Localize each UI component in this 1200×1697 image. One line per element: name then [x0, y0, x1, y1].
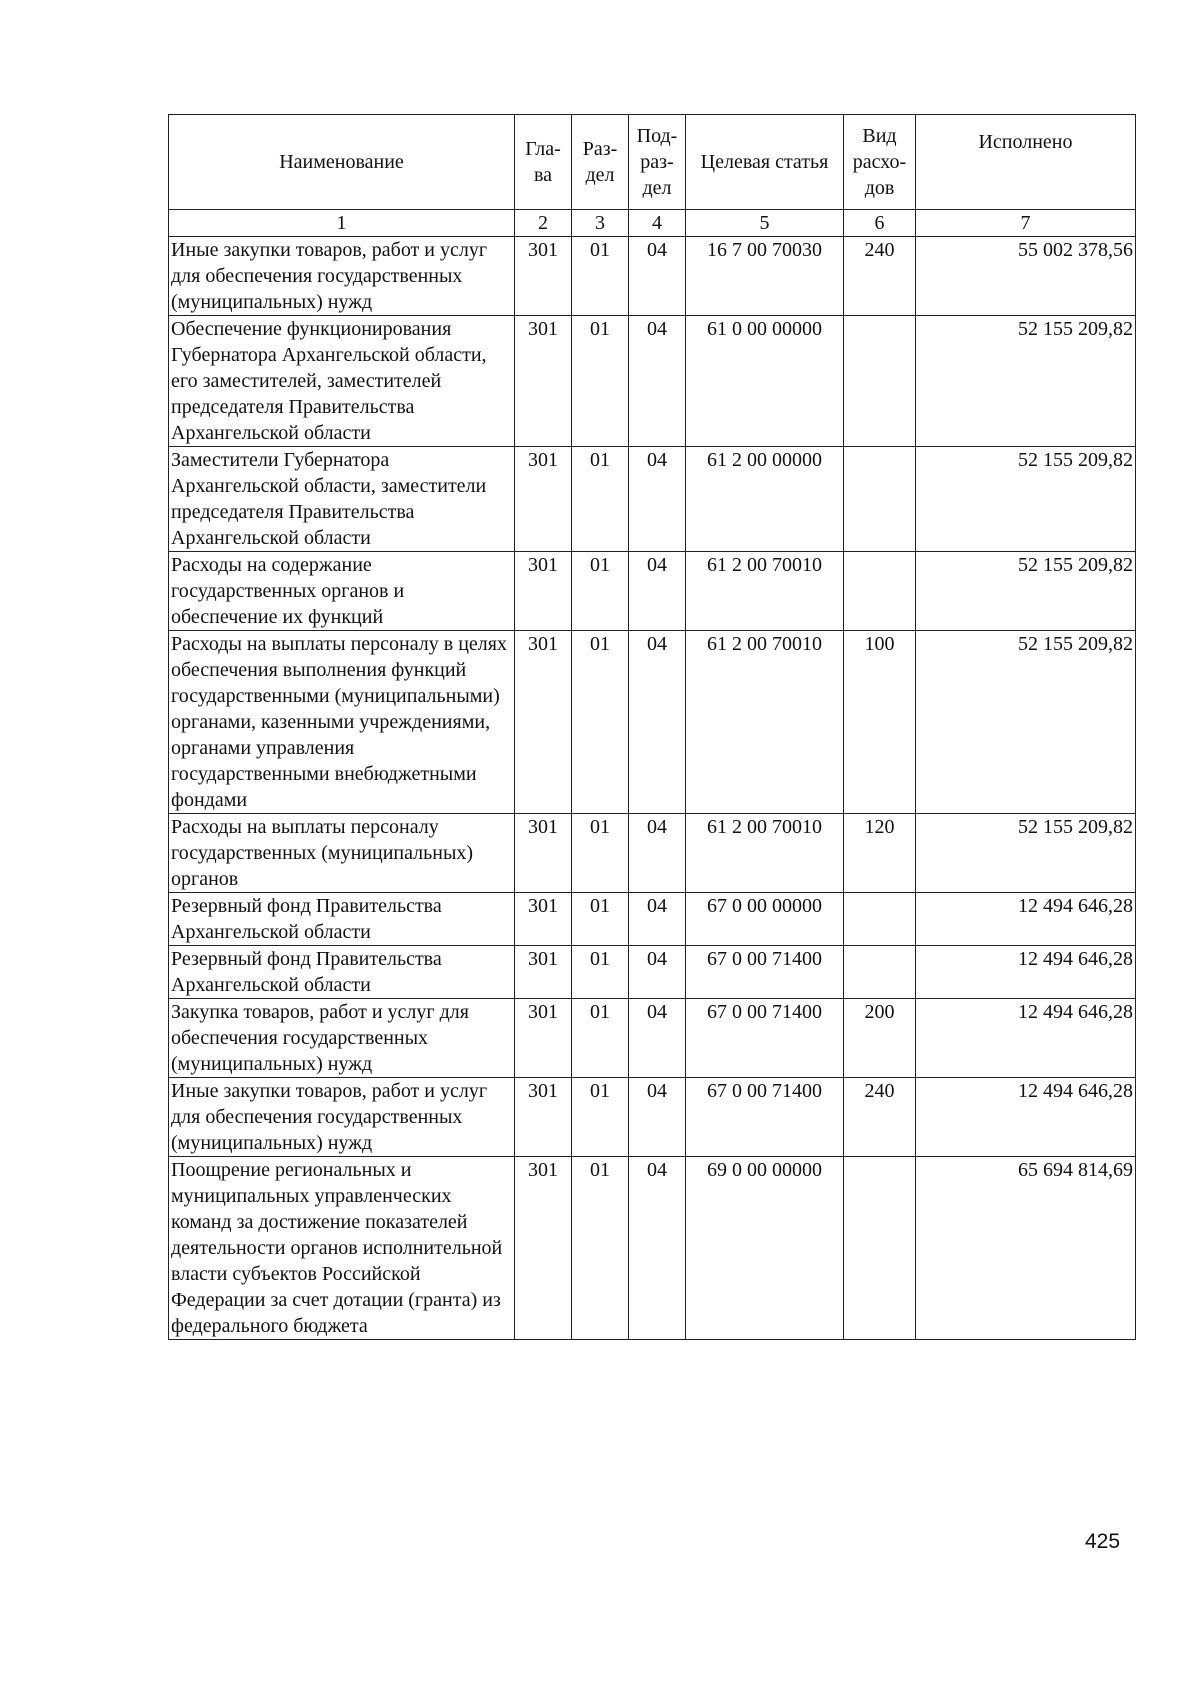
cell-target: 61 2 00 00000	[686, 447, 844, 552]
header-chapter: Гла- ва	[515, 115, 572, 210]
cell-name: Иные закупки товаров, работ и услуг для обеспечения государственных (муниципальных) нужд	[169, 1078, 515, 1157]
cell-subsection: 04	[629, 237, 686, 316]
cell-name: Заместители Губернатора Архангельской области, заместители председателя Правительства Архангельской области	[169, 447, 515, 552]
cell-expense-type	[844, 447, 916, 552]
header-executed: Исполнено	[916, 115, 1136, 210]
header-name: Наименование	[169, 115, 515, 210]
column-number: 6	[844, 210, 916, 237]
cell-name: Расходы на содержание государственных органов и обеспечение их функций	[169, 552, 515, 631]
cell-chapter: 301	[515, 552, 572, 631]
cell-section: 01	[572, 1157, 629, 1340]
cell-target: 61 2 00 70010	[686, 814, 844, 893]
column-number: 7	[916, 210, 1136, 237]
cell-section: 01	[572, 552, 629, 631]
cell-subsection: 04	[629, 1078, 686, 1157]
column-number: 2	[515, 210, 572, 237]
table-row	[169, 237, 1136, 316]
cell-chapter: 301	[515, 814, 572, 893]
table-row	[169, 893, 1136, 946]
cell-executed: 52 155 209,82	[916, 552, 1136, 631]
page-number: 425	[1085, 1530, 1121, 1553]
cell-section: 01	[572, 999, 629, 1078]
cell-name: Резервный фонд Правительства Архангельской области	[169, 893, 515, 946]
cell-section: 01	[572, 893, 629, 946]
cell-expense-type	[844, 946, 916, 999]
cell-executed: 52 155 209,82	[916, 814, 1136, 893]
cell-subsection: 04	[629, 316, 686, 447]
cell-section: 01	[572, 447, 629, 552]
cell-executed: 52 155 209,82	[916, 447, 1136, 552]
table-row	[169, 1078, 1136, 1157]
cell-section: 01	[572, 237, 629, 316]
cell-chapter: 301	[515, 447, 572, 552]
cell-chapter: 301	[515, 316, 572, 447]
header-subsection: Под- раз- дел	[629, 115, 686, 210]
header-target: Целевая статья	[686, 115, 844, 210]
cell-chapter: 301	[515, 631, 572, 814]
cell-executed: 12 494 646,28	[916, 893, 1136, 946]
header-section: Раз- дел	[572, 115, 629, 210]
cell-subsection: 04	[629, 999, 686, 1078]
cell-name: Иные закупки товаров, работ и услуг для обеспечения государственных (муниципальных) нужд	[169, 237, 515, 316]
column-number: 1	[169, 210, 515, 237]
cell-subsection: 04	[629, 814, 686, 893]
table-row	[169, 447, 1136, 552]
cell-target: 69 0 00 00000	[686, 1157, 844, 1340]
cell-section: 01	[572, 946, 629, 999]
cell-executed: 12 494 646,28	[916, 946, 1136, 999]
cell-expense-type	[844, 893, 916, 946]
cell-section: 01	[572, 631, 629, 814]
cell-target: 67 0 00 00000	[686, 893, 844, 946]
cell-name: Резервный фонд Правительства Архангельской области	[169, 946, 515, 999]
table-row	[169, 552, 1136, 631]
cell-name: Закупка товаров, работ и услуг для обеспечения государственных (муниципальных) нужд	[169, 999, 515, 1078]
header-expense-type: Вид расхо- дов	[844, 115, 916, 210]
cell-expense-type	[844, 316, 916, 447]
cell-target: 61 2 00 70010	[686, 552, 844, 631]
cell-executed: 55 002 378,56	[916, 237, 1136, 316]
cell-name: Обеспечение функционирования Губернатора Архангельской области, его заместителей, заместителей председателя Правительства Архангельской области	[169, 316, 515, 447]
cell-chapter: 301	[515, 237, 572, 316]
table-row	[169, 631, 1136, 814]
cell-chapter: 301	[515, 1078, 572, 1157]
cell-expense-type: 100	[844, 631, 916, 814]
column-number: 4	[629, 210, 686, 237]
cell-name: Расходы на выплаты персоналу в целях обеспечения выполнения функций государственными (муниципальными) органами, казенными учреждениями, органами управления государственными внебюджетными фондами	[169, 631, 515, 814]
table-row	[169, 814, 1136, 893]
cell-chapter: 301	[515, 893, 572, 946]
cell-expense-type	[844, 1157, 916, 1340]
cell-name: Поощрение региональных и муниципальных управленческих команд за достижение показателей деятельности органов исполнительной власти субъектов Российской Федерации за счет дотации (гранта) из федерального бюджета	[169, 1157, 515, 1340]
cell-subsection: 04	[629, 946, 686, 999]
cell-subsection: 04	[629, 893, 686, 946]
cell-target: 61 0 00 00000	[686, 316, 844, 447]
cell-subsection: 04	[629, 552, 686, 631]
cell-target: 16 7 00 70030	[686, 237, 844, 316]
table-row	[169, 1157, 1136, 1340]
cell-executed: 52 155 209,82	[916, 316, 1136, 447]
cell-target: 61 2 00 70010	[686, 631, 844, 814]
cell-expense-type: 240	[844, 237, 916, 316]
cell-target: 67 0 00 71400	[686, 999, 844, 1078]
budget-table	[168, 114, 1136, 1340]
header-row	[169, 115, 1136, 210]
cell-subsection: 04	[629, 631, 686, 814]
cell-name: Расходы на выплаты персоналу государственных (муниципальных) органов	[169, 814, 515, 893]
table-row	[169, 999, 1136, 1078]
column-number-row	[169, 210, 1136, 237]
column-number: 5	[686, 210, 844, 237]
cell-target: 67 0 00 71400	[686, 1078, 844, 1157]
cell-expense-type: 240	[844, 1078, 916, 1157]
cell-section: 01	[572, 316, 629, 447]
cell-expense-type: 120	[844, 814, 916, 893]
cell-subsection: 04	[629, 447, 686, 552]
cell-target: 67 0 00 71400	[686, 946, 844, 999]
cell-executed: 65 694 814,69	[916, 1157, 1136, 1340]
column-number: 3	[572, 210, 629, 237]
cell-executed: 12 494 646,28	[916, 1078, 1136, 1157]
cell-expense-type	[844, 552, 916, 631]
cell-section: 01	[572, 814, 629, 893]
cell-executed: 12 494 646,28	[916, 999, 1136, 1078]
cell-executed: 52 155 209,82	[916, 631, 1136, 814]
table-row	[169, 946, 1136, 999]
cell-expense-type: 200	[844, 999, 916, 1078]
cell-subsection: 04	[629, 1157, 686, 1340]
cell-chapter: 301	[515, 999, 572, 1078]
cell-chapter: 301	[515, 946, 572, 999]
table-row	[169, 316, 1136, 447]
cell-section: 01	[572, 1078, 629, 1157]
cell-chapter: 301	[515, 1157, 572, 1340]
